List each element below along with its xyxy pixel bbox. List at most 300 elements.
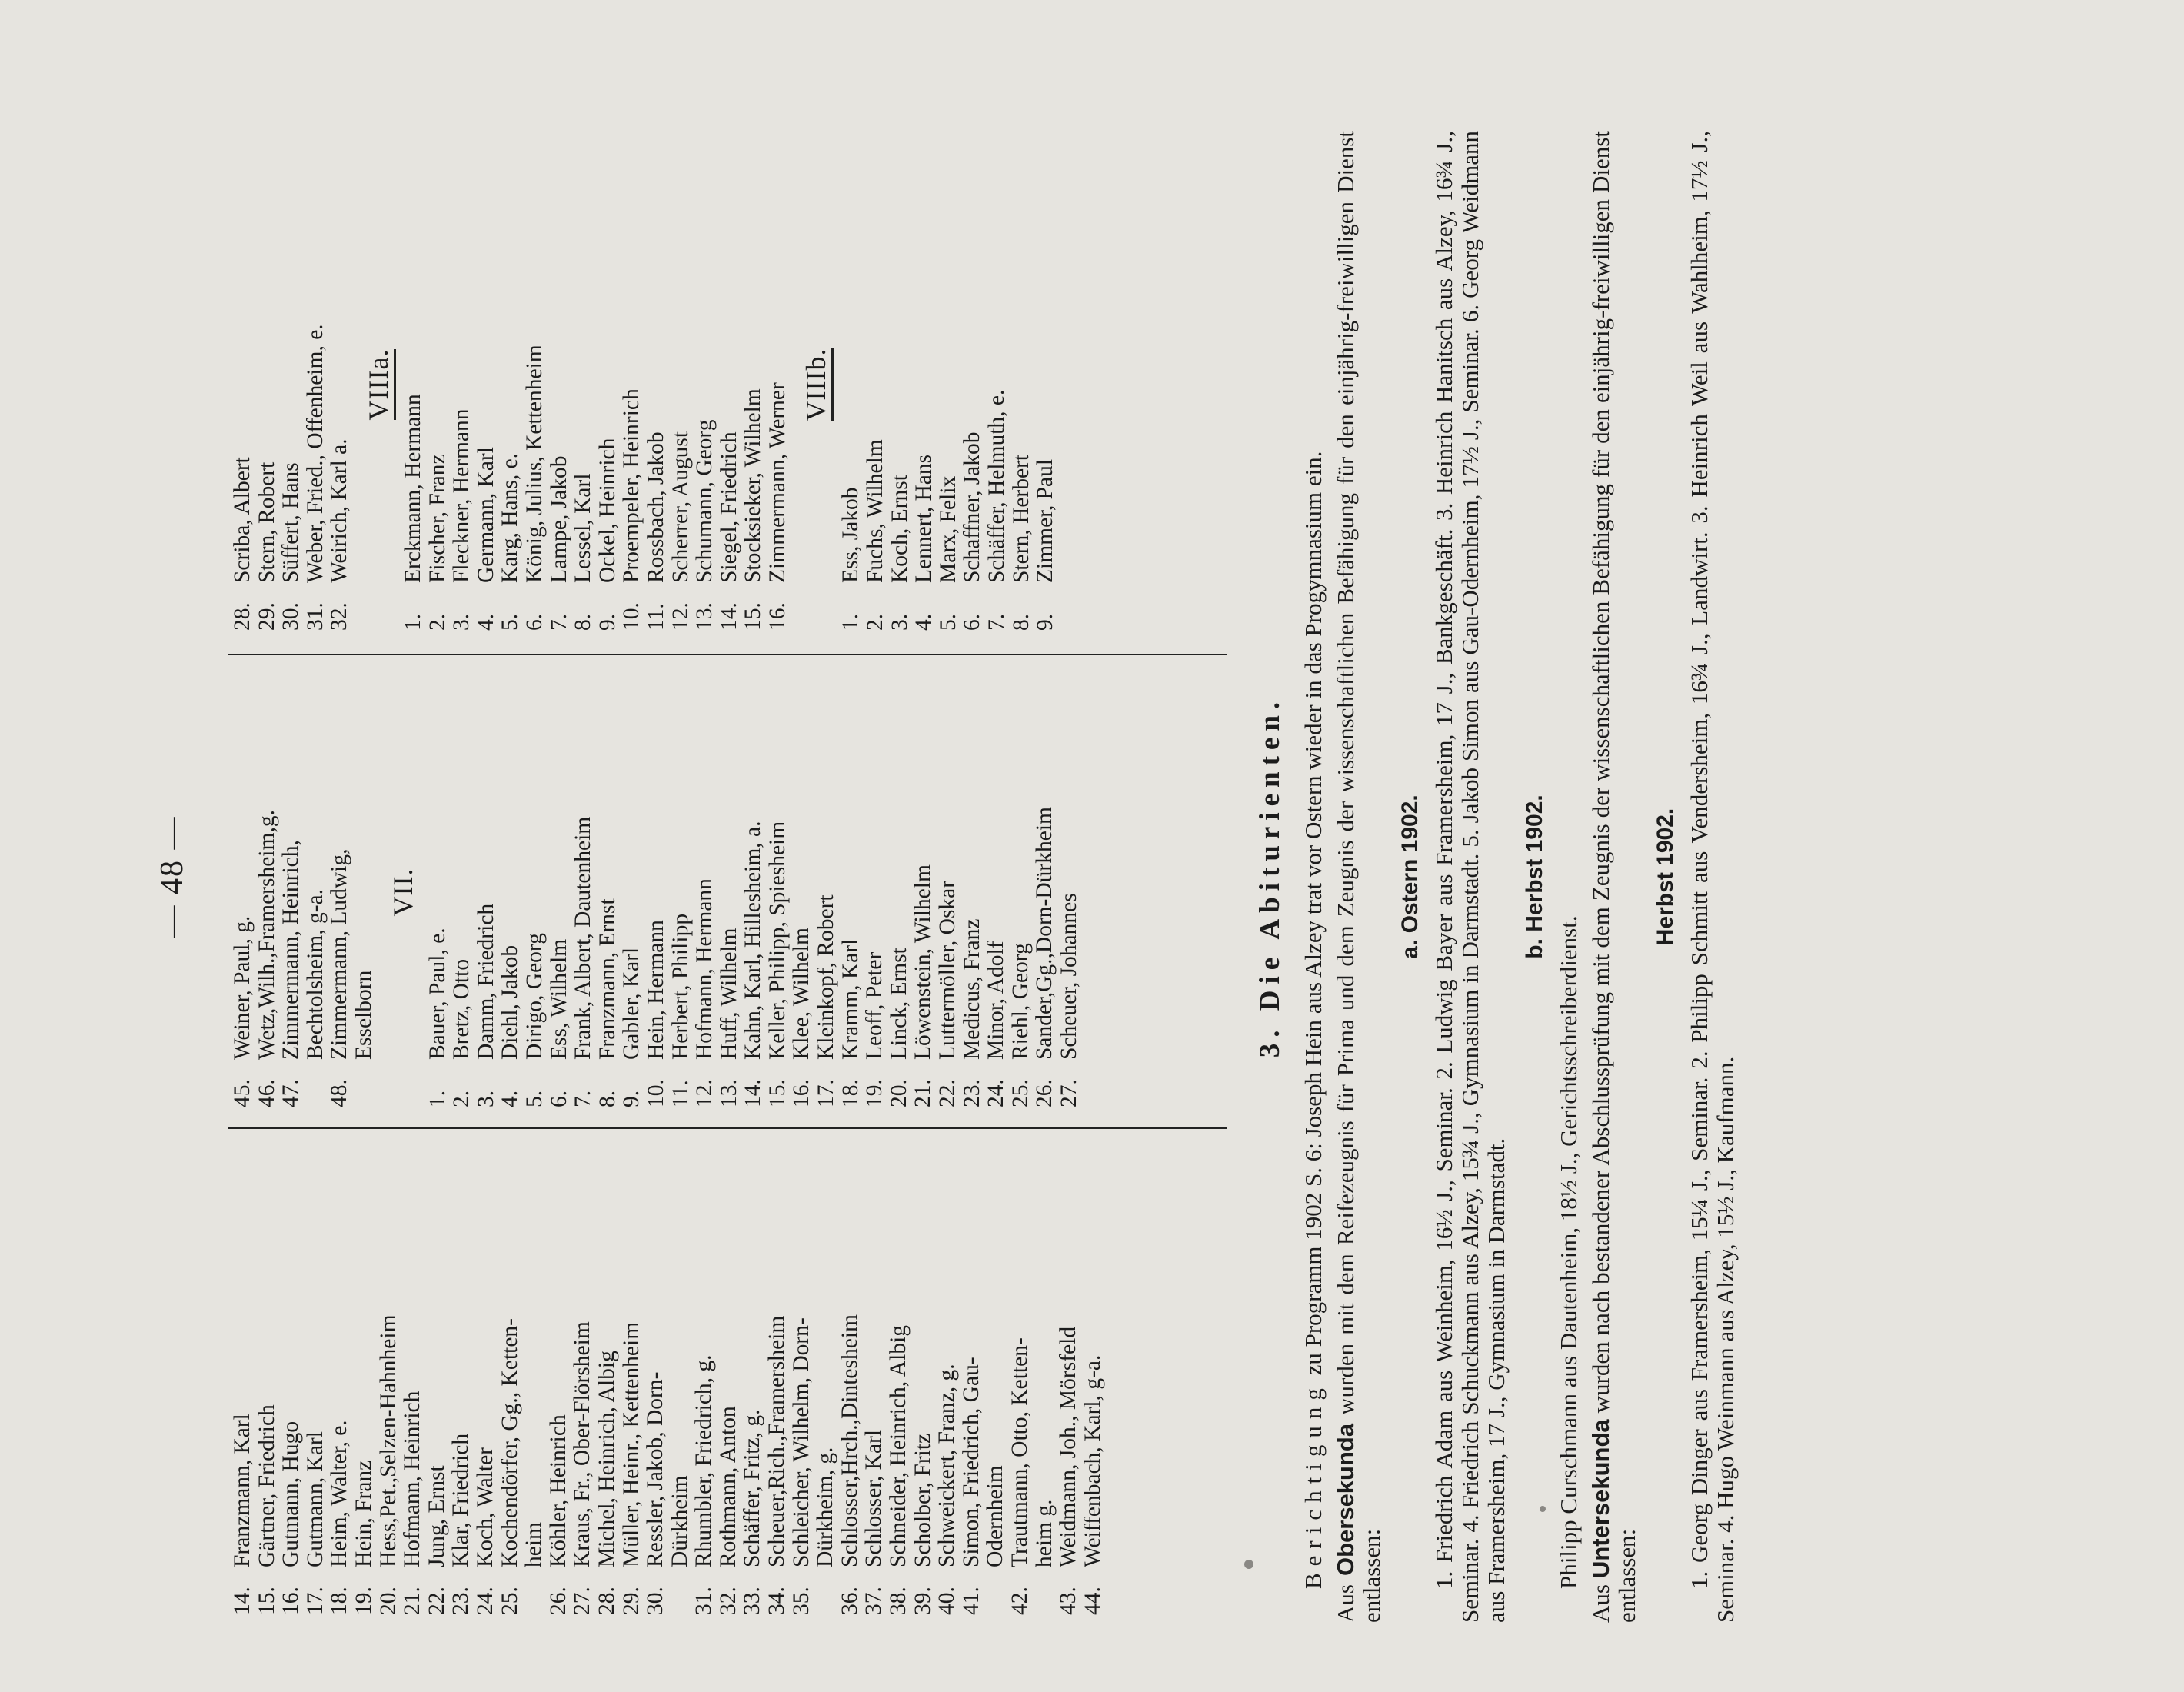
list-item-name: Stocksieker, Wilhelm bbox=[741, 388, 766, 583]
list-item bbox=[960, 1138, 984, 1615]
list-item-name: heim g. bbox=[1031, 1499, 1057, 1567]
list-item-number: 29. bbox=[618, 1587, 644, 1615]
list-item bbox=[279, 138, 304, 631]
list-item bbox=[498, 138, 523, 631]
list-item-name: Schäffer, Helmuth, e. bbox=[984, 389, 1010, 583]
class-viiib-list bbox=[839, 138, 1057, 631]
student-list-column-3 bbox=[231, 138, 1058, 631]
list-item-number: 4. bbox=[498, 1090, 523, 1107]
list-item-number: 29. bbox=[254, 602, 279, 631]
student-list-column-1 bbox=[231, 1138, 1105, 1615]
list-item bbox=[450, 677, 474, 1107]
list-item-number: 17. bbox=[814, 1079, 839, 1107]
list-item-name: Ess, Wilhelm bbox=[546, 938, 571, 1060]
list-item bbox=[328, 1138, 352, 1615]
list-item-number: 7. bbox=[571, 1090, 596, 1107]
list-item-number: 31. bbox=[691, 1587, 717, 1615]
list-item bbox=[474, 138, 499, 631]
list-item-name: Fuchs, Wilhelm bbox=[863, 439, 888, 583]
class-vi-continued-list bbox=[231, 677, 377, 1107]
list-item-number: 26. bbox=[545, 1587, 571, 1615]
list-item bbox=[888, 138, 913, 631]
list-item-name: Hofmann, Heinrich bbox=[400, 1391, 425, 1567]
list-item bbox=[498, 677, 523, 1107]
list-item-name: Scholber, Fritz bbox=[910, 1433, 935, 1567]
list-item bbox=[548, 677, 572, 1107]
list-item-name: Schaffner, Jakob bbox=[960, 431, 985, 583]
list-item-name: Gärtner, Friedrich bbox=[254, 1404, 279, 1567]
list-item-number: 36. bbox=[837, 1587, 862, 1615]
list-item-number: 40. bbox=[934, 1587, 960, 1615]
list-item bbox=[255, 1138, 280, 1615]
list-item-name: Damm, Friedrich bbox=[473, 903, 498, 1060]
list-item-name: Franzmann, Ernst bbox=[594, 898, 620, 1060]
list-item-name: Herbert, Philipp bbox=[668, 913, 693, 1060]
class-heading-viiia: VIIIa. bbox=[363, 138, 394, 631]
berichtigung-paragraph bbox=[1300, 131, 1327, 1623]
list-item bbox=[498, 1138, 523, 1615]
rotated-page bbox=[77, 108, 2107, 1646]
list-item-number: 42. bbox=[1007, 1587, 1032, 1615]
list-item-name: Weirich, Karl a. bbox=[327, 438, 352, 583]
list-item bbox=[548, 138, 572, 631]
list-item-name: Zimmermann, Heinrich, bbox=[278, 840, 304, 1060]
list-item-number: 38. bbox=[886, 1587, 911, 1615]
list-item-name: Lampe, Jakob bbox=[546, 455, 571, 583]
list-item-name: Kraus, Fr., Ober-Flörsheim bbox=[570, 1321, 595, 1567]
list-item-number: 26. bbox=[1032, 1079, 1057, 1107]
untersekunda-herbst-paragraph: 1. Georg Dinger aus Framersheim, 15¼ J., Seminar. 2. Philipp Schmitt aus Vendersheim, 16¾ J., Landwirt. 3. Heinrich Weil aus Wahlheim, 17½ J., Seminar. 4. Hugo Weinmann aus Alzey, 15½ J., Kaufmann. bbox=[1686, 131, 1739, 1623]
list-item bbox=[911, 677, 936, 1107]
list-item bbox=[328, 138, 352, 631]
abiturienten-section bbox=[1250, 131, 1745, 1623]
list-item bbox=[1057, 677, 1082, 1107]
list-item bbox=[1010, 138, 1034, 631]
list-item-name: Hess,Pet.,Selzen-Hahnheim bbox=[375, 1314, 401, 1567]
list-item-number: 11. bbox=[668, 1080, 693, 1107]
list-item bbox=[304, 138, 328, 631]
list-item bbox=[352, 1138, 377, 1615]
list-item-name: Germann, Karl bbox=[473, 447, 498, 583]
list-item-number: 47. bbox=[278, 1079, 304, 1107]
list-item-number: 15. bbox=[764, 1079, 790, 1107]
list-item-number: 7. bbox=[546, 613, 571, 631]
list-item-number: 19. bbox=[862, 1079, 887, 1107]
list-item bbox=[1033, 1138, 1057, 1615]
list-item-name: Proempeler, Heinrich bbox=[619, 388, 644, 583]
list-item-name: Lessel, Karl bbox=[571, 473, 596, 583]
list-item-number: 1. bbox=[424, 1090, 450, 1107]
column-divider bbox=[228, 654, 1227, 655]
list-item-number: 24. bbox=[472, 1587, 498, 1615]
list-item bbox=[474, 1138, 498, 1615]
list-item-name: Simon, Friedrich, Gau- bbox=[958, 1357, 984, 1567]
list-item-name: Ressler, Jakob, Dorn- bbox=[643, 1371, 668, 1567]
list-item-number: 14. bbox=[716, 602, 741, 631]
untersekunda-word: Untersekunda bbox=[1587, 1419, 1614, 1579]
list-item-name: Leoff, Peter bbox=[862, 951, 887, 1060]
list-item-name: Stern, Herbert bbox=[1008, 454, 1034, 583]
list-item-number: 2. bbox=[863, 613, 888, 631]
list-item-name: Gutmann, Karl bbox=[302, 1431, 328, 1567]
list-item bbox=[765, 1138, 790, 1615]
list-item-name: Weiner, Paul, g. bbox=[230, 915, 255, 1060]
heading-herbst-1902-untersekunda: Herbst 1902. bbox=[1653, 808, 1678, 946]
list-item-number: 5. bbox=[935, 613, 960, 631]
list-item bbox=[864, 138, 888, 631]
list-item-number: 15. bbox=[741, 602, 766, 631]
list-item-number: 4. bbox=[473, 613, 498, 631]
ink-speck bbox=[1244, 1560, 1253, 1569]
list-item-name: Müller, Heinr., Kettenheim bbox=[618, 1321, 644, 1567]
list-item bbox=[425, 1138, 450, 1615]
list-item bbox=[814, 1138, 838, 1615]
list-item-name: Wetz,Wilh.,Framersheim,g. bbox=[254, 810, 279, 1060]
list-item bbox=[401, 1138, 425, 1615]
list-item-name: Marx, Felix bbox=[935, 475, 960, 583]
list-item-name: Odernheim bbox=[983, 1465, 1008, 1567]
list-item-number: 35. bbox=[788, 1587, 814, 1615]
list-item bbox=[669, 138, 694, 631]
list-item-name: Süffert, Hans bbox=[278, 462, 304, 583]
list-item-name: Weiffenbach, Karl, g-a. bbox=[1080, 1354, 1105, 1567]
list-item bbox=[814, 677, 839, 1107]
class-vii-list bbox=[426, 677, 1082, 1107]
list-item-name: Bauer, Paul, e. bbox=[424, 928, 450, 1060]
untersekunda-paragraph bbox=[1588, 131, 1640, 1623]
list-item bbox=[571, 1138, 595, 1615]
list-item-name: heim bbox=[521, 1522, 547, 1567]
list-item bbox=[620, 138, 644, 631]
list-item-name: Linck, Ernst bbox=[886, 948, 911, 1060]
list-item bbox=[620, 1138, 644, 1615]
list-item-name: Köhler, Heinrich bbox=[545, 1414, 571, 1567]
list-item-number: 28. bbox=[230, 602, 255, 631]
list-item-number: 5. bbox=[498, 613, 523, 631]
list-item bbox=[474, 677, 499, 1107]
list-item-number: 9. bbox=[1033, 613, 1058, 631]
list-item-name: Koch, Walter bbox=[472, 1447, 498, 1567]
list-item-name: Minor, Adolf bbox=[984, 941, 1009, 1060]
list-item-name: Heim, Walter, e. bbox=[327, 1420, 352, 1567]
list-item-number: 12. bbox=[692, 1079, 717, 1107]
list-item-name: Karg, Hans, e. bbox=[498, 452, 523, 583]
list-item-number: 21. bbox=[911, 1079, 936, 1107]
list-item-name: Huff, Wilhelm bbox=[716, 928, 741, 1060]
list-item-name: Franzmann, Karl bbox=[230, 1414, 255, 1567]
list-item-number: 27. bbox=[570, 1587, 595, 1615]
list-item-name: Schneider, Heinrich, Albig bbox=[886, 1324, 911, 1567]
list-item-name: Jung, Ernst bbox=[424, 1465, 449, 1567]
list-item bbox=[231, 1138, 255, 1615]
list-item-name: Klee, Wilhelm bbox=[789, 928, 814, 1060]
list-item bbox=[668, 1138, 693, 1615]
list-item bbox=[887, 1138, 911, 1615]
list-item-number: 6. bbox=[521, 613, 547, 631]
list-item bbox=[547, 1138, 571, 1615]
list-item-number: 23. bbox=[448, 1587, 474, 1615]
list-item bbox=[426, 138, 451, 631]
list-item-name: Schumann, Georg bbox=[692, 419, 717, 583]
list-item-number: 32. bbox=[327, 602, 352, 631]
list-item-number: 6. bbox=[546, 1090, 571, 1107]
list-item bbox=[426, 677, 451, 1107]
list-item-number: 8. bbox=[594, 1090, 620, 1107]
list-item bbox=[450, 138, 474, 631]
list-item-number: 1. bbox=[400, 613, 425, 631]
obersekunda-text: wurden mit dem Reifezeugnis für Prima und dem Zeugnis der wissenschaftlichen Befähigung für den einjährig-freiwilligen Dienst entlassen: bbox=[1332, 130, 1385, 1623]
list-item bbox=[838, 1138, 863, 1615]
list-item bbox=[741, 677, 766, 1107]
list-item-number: 18. bbox=[837, 1079, 863, 1107]
list-item bbox=[887, 677, 912, 1107]
list-item-number: 19. bbox=[351, 1587, 376, 1615]
berichtigung-text: zu Programm 1902 S. 6: Joseph Hein aus Alzey trat vor Ostern wieder in das Progymnasium ein. bbox=[1300, 451, 1327, 1376]
list-item-number: 5. bbox=[521, 1090, 547, 1107]
list-item bbox=[304, 677, 328, 1107]
list-item-name: Dirigo, Georg bbox=[521, 933, 547, 1060]
list-item bbox=[935, 1138, 960, 1615]
list-item-number: 20. bbox=[886, 1079, 911, 1107]
list-item-number: 9. bbox=[619, 1090, 644, 1107]
list-item-name: Löwenstein, Wilhelm bbox=[911, 864, 936, 1060]
list-item-number: 21. bbox=[400, 1587, 425, 1615]
list-item-name: Scriba, Albert bbox=[230, 457, 255, 583]
class-heading-viiib: VIIIb. bbox=[801, 138, 831, 631]
list-item-number: 25. bbox=[1007, 1079, 1033, 1107]
list-item bbox=[1008, 1138, 1033, 1615]
list-item-name: Zimmermann, Ludwig, bbox=[327, 848, 352, 1060]
list-item-name: Weidmann, Joh., Mörsfeld bbox=[1056, 1326, 1081, 1567]
list-item-name: Scheuer,Rich.,Framersheim bbox=[764, 1315, 790, 1567]
list-item-number: 12. bbox=[668, 602, 693, 631]
list-item bbox=[1081, 1138, 1106, 1615]
list-item bbox=[863, 677, 887, 1107]
list-item-name: Kramm, Karl bbox=[837, 938, 863, 1060]
class-heading-vii: VII. bbox=[387, 868, 418, 917]
list-item-name: Rossbach, Jakob bbox=[643, 431, 668, 583]
list-item-number: 41. bbox=[958, 1587, 984, 1615]
list-item-name: Zimmer, Paul bbox=[1033, 458, 1058, 583]
list-item bbox=[937, 138, 961, 631]
list-item-number: 3. bbox=[449, 613, 474, 631]
list-item-name: Hein, Franz bbox=[351, 1460, 376, 1567]
list-item-name: Rothmann, Anton bbox=[715, 1406, 741, 1567]
list-item bbox=[352, 677, 377, 1107]
list-item-name: Koch, Ernst bbox=[887, 475, 912, 583]
list-item-name: Schleicher, Wilhelm, Dorn- bbox=[788, 1317, 814, 1567]
list-item bbox=[984, 677, 1009, 1107]
list-item-name: Weber, Fried., Offenheim, e. bbox=[302, 324, 328, 583]
list-item-name: Schlosser, Karl bbox=[861, 1429, 887, 1567]
ostern-1902-paragraph: 1. Friedrich Adam aus Weinheim, 16½ J., Seminar. 2. Ludwig Bayer aus Framersheim, 17 J., Bankgeschäft. 3. Heinrich Hanitsch aus Alzey, 16¾ J., Seminar. 4. Friedrich Schuckmann aus Alzey, 15¾ J., Gymnasium in Darmstadt. 5. Jakob Simon aus Gau-Odernheim, 17½ J., Seminar. 6. Georg Weidmann aus Framersheim, 17 J., Gymnasium in Darmstadt. bbox=[1430, 131, 1510, 1623]
list-item bbox=[644, 677, 669, 1107]
untersekunda-text: wurden nach bestandener Abschlussprüfung mit dem Zeugnis der wissenschaftlichen Befähigung für den einjährig-freiwilligen Dienst entlassen: bbox=[1587, 131, 1640, 1623]
untersekunda-lead: Aus bbox=[1587, 1584, 1614, 1623]
list-item bbox=[523, 677, 548, 1107]
class-viiia-list bbox=[401, 138, 791, 631]
student-list-column-2 bbox=[231, 677, 1082, 1107]
list-item bbox=[862, 1138, 887, 1615]
list-item-name: Kahn, Karl, Hillesheim, a. bbox=[741, 821, 766, 1060]
list-item-number: 15. bbox=[254, 1587, 279, 1615]
list-item bbox=[1009, 677, 1034, 1107]
list-item-name: Schweickert, Franz, g. bbox=[934, 1364, 960, 1567]
list-item-name: Dürkheim bbox=[667, 1475, 692, 1567]
list-item-number: 10. bbox=[619, 602, 644, 631]
list-item-name: Sander,Gg.,Dorn-Dürkheim bbox=[1032, 807, 1057, 1060]
list-item-name: Bretz, Otto bbox=[449, 958, 474, 1060]
list-item-number: 31. bbox=[302, 602, 328, 631]
list-item-name: Hein, Hermann bbox=[643, 920, 668, 1060]
list-item bbox=[790, 1138, 814, 1615]
list-item bbox=[231, 677, 255, 1107]
list-item-name: Esselborn bbox=[351, 970, 376, 1060]
list-item-number: 16. bbox=[278, 1587, 304, 1615]
list-item bbox=[255, 138, 280, 631]
list-item-number: 46. bbox=[254, 1079, 279, 1107]
list-item bbox=[669, 677, 694, 1107]
list-item bbox=[960, 677, 985, 1107]
list-item-name: Ess, Jakob bbox=[838, 487, 864, 583]
list-item-number: 48. bbox=[327, 1079, 352, 1107]
list-item-name: Fischer, Franz bbox=[424, 454, 450, 583]
ink-speck bbox=[1540, 1506, 1546, 1512]
list-item bbox=[790, 677, 814, 1107]
list-item bbox=[596, 677, 621, 1107]
list-item bbox=[692, 1138, 717, 1615]
list-item-number: 4. bbox=[911, 613, 937, 631]
list-item bbox=[571, 138, 596, 631]
list-item bbox=[741, 138, 766, 631]
list-item-number: 22. bbox=[935, 1079, 960, 1107]
list-item-number: 45. bbox=[230, 1079, 255, 1107]
list-item-name: Kleinkopf, Robert bbox=[814, 894, 839, 1060]
class-vii-continued-list bbox=[231, 138, 352, 631]
list-item-number: 30. bbox=[278, 602, 304, 631]
list-item-name: Bechtolsheim, g-a. bbox=[302, 888, 328, 1060]
list-item-name: Scheuer, Johannes bbox=[1057, 893, 1081, 1060]
list-item-number: 2. bbox=[449, 1090, 474, 1107]
herbst-1902-paragraph: Philipp Curschmann aus Dautenheim, 18½ J., Gerichtsschreiberdienst. bbox=[1555, 915, 1582, 1589]
list-item-number: 9. bbox=[594, 613, 620, 631]
list-item-name: Ockel, Heinrich bbox=[594, 438, 620, 583]
page-number: — 48 — bbox=[155, 815, 190, 938]
list-item bbox=[401, 138, 426, 631]
list-item-number: 44. bbox=[1080, 1587, 1105, 1615]
list-item bbox=[766, 677, 791, 1107]
list-item-name: Riehl, Georg bbox=[1007, 943, 1033, 1060]
list-item bbox=[936, 677, 960, 1107]
list-item-name: Medicus, Franz bbox=[959, 918, 984, 1060]
list-item-number: 3. bbox=[473, 1090, 498, 1107]
list-item-number: 23. bbox=[959, 1079, 984, 1107]
list-item-name: Michel, Heinrich, Albig bbox=[594, 1351, 619, 1567]
list-item bbox=[1033, 677, 1057, 1107]
list-item bbox=[912, 138, 937, 631]
list-item bbox=[693, 677, 717, 1107]
list-item-number: 1. bbox=[838, 613, 864, 631]
list-item bbox=[985, 138, 1010, 631]
list-item bbox=[231, 138, 255, 631]
list-item bbox=[911, 1138, 936, 1615]
list-item-number: 28. bbox=[594, 1587, 619, 1615]
list-item bbox=[717, 138, 742, 631]
list-item-name: Schlosser,Hrch.,Dintesheim bbox=[837, 1314, 862, 1567]
list-item-number: 33. bbox=[740, 1587, 765, 1615]
list-item-name: Siegel, Friedrich bbox=[716, 431, 741, 583]
list-item bbox=[1034, 138, 1058, 631]
list-item-name: Trautmann, Otto, Ketten- bbox=[1007, 1337, 1032, 1567]
list-item bbox=[595, 1138, 620, 1615]
list-item bbox=[255, 677, 280, 1107]
list-item-number: 34. bbox=[764, 1587, 790, 1615]
heading-herbst-1902: b. Herbst 1902. bbox=[1522, 794, 1547, 959]
list-item-name: Dürkheim, g. bbox=[813, 1447, 838, 1567]
list-item-number: 13. bbox=[716, 1079, 741, 1107]
list-item-number: 13. bbox=[692, 602, 717, 631]
list-item-number: 37. bbox=[861, 1587, 887, 1615]
list-item-number: 10. bbox=[643, 1079, 668, 1107]
list-item-name: Hofmann, Hermann bbox=[692, 878, 717, 1060]
list-item-name: Rhumbler, Friedrich, g. bbox=[691, 1354, 717, 1567]
list-item bbox=[717, 677, 742, 1107]
section-title: 3. Die Abiturienten. bbox=[1254, 695, 1286, 1058]
list-item-number: 14. bbox=[741, 1079, 766, 1107]
list-item bbox=[328, 677, 352, 1107]
column-divider bbox=[228, 1127, 1227, 1129]
list-item bbox=[449, 1138, 474, 1615]
list-item bbox=[717, 1138, 741, 1615]
list-item-name: Fleckner, Hermann bbox=[449, 408, 474, 583]
list-item-number: 20. bbox=[375, 1587, 401, 1615]
list-item-name: Scherrer, August bbox=[668, 431, 693, 583]
list-item-number: 3. bbox=[887, 613, 912, 631]
list-item bbox=[279, 677, 304, 1107]
list-item-number: 16. bbox=[789, 1079, 814, 1107]
list-item-name: Stern, Robert bbox=[254, 461, 279, 583]
list-item-number: 16. bbox=[764, 602, 790, 631]
list-item-name: Schäffer, Fritz, g. bbox=[740, 1409, 765, 1567]
list-item bbox=[596, 138, 621, 631]
list-item bbox=[960, 138, 985, 631]
list-item bbox=[1057, 1138, 1081, 1615]
heading-ostern-1902: a. Ostern 1902. bbox=[1397, 794, 1423, 959]
berichtigung-word: Berichtigung bbox=[1300, 1381, 1327, 1589]
list-item bbox=[839, 138, 864, 631]
list-item-number: 2. bbox=[424, 613, 450, 631]
list-item bbox=[620, 677, 644, 1107]
list-item-number: 6. bbox=[960, 613, 985, 631]
list-item bbox=[522, 1138, 547, 1615]
list-item-number: 8. bbox=[1008, 613, 1034, 631]
list-item bbox=[984, 1138, 1008, 1615]
list-item bbox=[839, 677, 864, 1107]
list-item-name: König, Julius, Kettenheim bbox=[521, 345, 547, 583]
list-item-name: Erckmann, Hermann bbox=[400, 394, 425, 583]
list-item-number: 32. bbox=[715, 1587, 741, 1615]
list-item bbox=[377, 1138, 401, 1615]
list-item-name: Kochendörfer, Gg., Ketten- bbox=[497, 1317, 522, 1567]
list-item bbox=[304, 1138, 328, 1615]
list-item-number: 8. bbox=[571, 613, 596, 631]
list-item-number: 7. bbox=[984, 613, 1010, 631]
list-item-number: 22. bbox=[424, 1587, 449, 1615]
list-item bbox=[693, 138, 717, 631]
list-item-number: 30. bbox=[643, 1587, 668, 1615]
list-item-number: 24. bbox=[984, 1079, 1009, 1107]
list-item-name: Lennert, Hans bbox=[911, 454, 937, 583]
